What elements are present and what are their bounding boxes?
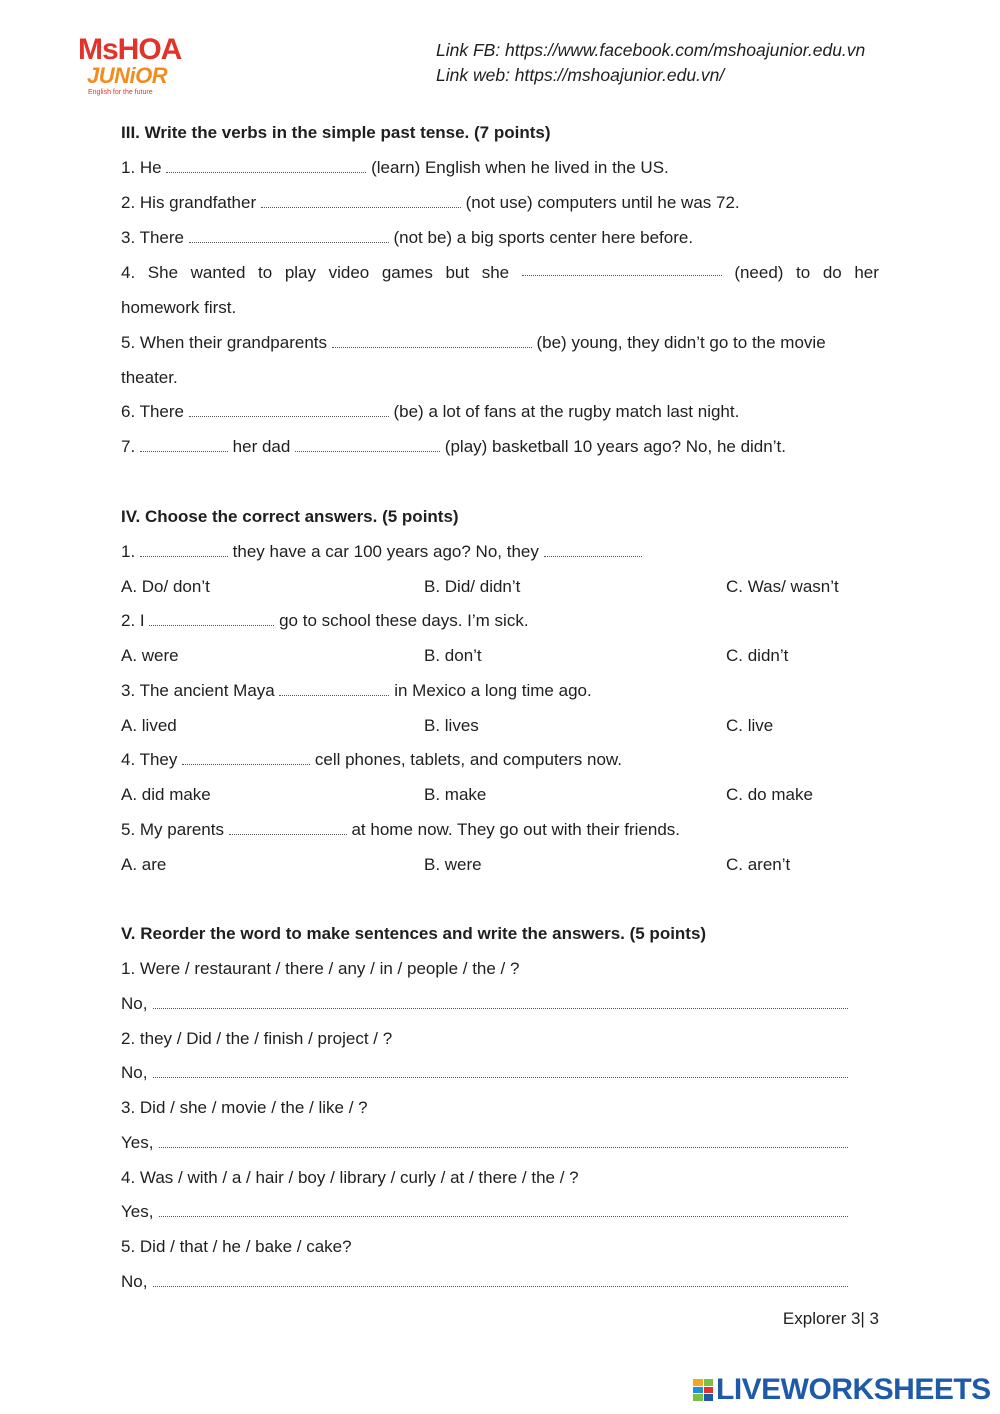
s4-q1-option-c[interactable]: C. Was/ wasn’t (726, 577, 839, 596)
s3-q4-word: video (328, 263, 370, 282)
s4-q1-option-b[interactable]: B. Did/ didn’t (424, 577, 521, 596)
s5-q3-prompt: 3. Did / she / movie / the / like / ? (121, 1098, 368, 1117)
s4-q2-text-b: go to school these days. I’m sick. (279, 611, 529, 630)
s4-question-1 (121, 540, 879, 564)
s3-q1-text-a: 1. He (121, 158, 162, 177)
s4-q1-text-b: they have a car 100 years ago? No, they (232, 542, 539, 561)
s5-q1-prompt: 1. Were / restaurant / there / any / in / people / the / ? (121, 959, 520, 978)
header-links (436, 38, 865, 88)
s3-q4-word: do (822, 263, 842, 282)
s4-q2-option-a[interactable]: A. were (121, 646, 179, 665)
s3-q4-word: wanted (190, 263, 246, 282)
s3-q1-blank[interactable] (166, 158, 366, 173)
s3-q4-word: 4. (121, 263, 136, 282)
s3-question-2 (121, 191, 879, 215)
s4-q3-option-a[interactable]: A. lived (121, 716, 177, 735)
s4-q4-blank[interactable] (182, 750, 310, 765)
s5-q5-prompt: 5. Did / that / he / bake / cake? (121, 1237, 352, 1256)
s3-q6-blank[interactable] (189, 402, 389, 417)
s3-q4-continuation: homework first. (121, 298, 237, 317)
s5-q1-answer-prefix: No, (121, 994, 148, 1013)
section3-title: III. Write the verbs in the simple past tense. (7 points) (121, 123, 551, 142)
s3-question-3 (121, 226, 879, 250)
s3-q4-word: her (854, 263, 879, 282)
liveworksheets-brand (693, 1373, 991, 1407)
section4-title: IV. Choose the correct answers. (5 points) (121, 507, 459, 526)
link-facebook[interactable]: Link FB: https://www.facebook.com/mshoajunior.edu.vn (436, 40, 866, 60)
logo-line1: MsHOA (78, 33, 182, 66)
s3-question-1 (121, 156, 879, 180)
s3-q4-word: play (284, 263, 317, 282)
page-number: Explorer 3| 3 (782, 1309, 879, 1328)
s4-q5-option-a[interactable]: A. are (121, 855, 167, 874)
s5-q2-answer-line (121, 1061, 848, 1085)
s5-q4-answer-line (121, 1200, 848, 1224)
logo-line2: JUNiOR (87, 63, 168, 88)
s4-q2-option-b[interactable]: B. don’t (424, 646, 482, 665)
s3-q2-blank[interactable] (261, 193, 461, 208)
s3-q4-word: but (445, 263, 470, 282)
s4-question-2 (121, 609, 879, 633)
mshoa-junior-logo (78, 34, 198, 98)
s5-q3-answer-blank[interactable] (159, 1133, 848, 1148)
s4-q3-text-b: in Mexico a long time ago. (394, 681, 592, 700)
s5-q4-answer-blank[interactable] (159, 1202, 848, 1217)
s3-question-7 (121, 435, 879, 459)
s4-q2-options (121, 644, 879, 668)
s3-q7-blank-1[interactable] (140, 437, 228, 452)
s3-q7-text-a: 7. (121, 437, 136, 456)
s3-q7-text-b: her dad (232, 437, 291, 456)
s3-q4-blank[interactable] (522, 261, 722, 276)
s3-q4-word: to (258, 263, 273, 282)
link-website[interactable]: Link web: https://mshoajunior.edu.vn/ (436, 65, 725, 85)
s5-q1-answer-line (121, 992, 848, 1016)
s3-q5-text-a: 5. When their grandparents (121, 333, 328, 352)
s4-q5-option-b[interactable]: B. were (424, 855, 482, 874)
s5-q3-answer-prefix: Yes, (121, 1133, 154, 1152)
s4-q4-option-c[interactable]: C. do make (726, 785, 813, 804)
s5-q5-answer-blank[interactable] (153, 1272, 848, 1287)
s3-q2-text-a: 2. His grandfather (121, 193, 257, 212)
s4-q3-options (121, 714, 879, 738)
s5-q4-prompt: 4. Was / with / a / hair / boy / library / curly / at / there / the / ? (121, 1168, 579, 1187)
s4-q2-text-a: 2. I (121, 611, 145, 630)
s4-q5-text-b: at home now. They go out with their friends. (351, 820, 681, 839)
s4-q3-blank[interactable] (279, 681, 389, 696)
s4-q3-text-a: 3. The ancient Maya (121, 681, 275, 700)
s3-q7-blank-2[interactable] (295, 437, 440, 452)
s3-q4-word: games (381, 263, 433, 282)
s3-q5-text-b: (be) young, they didn’t go to the movie (536, 333, 826, 352)
s4-q1-blank-1[interactable] (140, 542, 228, 557)
s5-q3-answer-line (121, 1131, 848, 1155)
s4-q5-option-c[interactable]: C. aren’t (726, 855, 791, 874)
s4-q4-options (121, 783, 879, 807)
s5-q4-answer-prefix: Yes, (121, 1202, 154, 1221)
s4-q1-options (121, 575, 879, 599)
s3-q5-continuation: theater. (121, 368, 178, 387)
s4-q2-option-c[interactable]: C. didn’t (726, 646, 789, 665)
s4-q4-option-a[interactable]: A. did make (121, 785, 211, 804)
s3-q3-blank[interactable] (189, 228, 389, 243)
s5-q2-answer-blank[interactable] (153, 1063, 848, 1078)
liveworksheets-logo-icon (693, 1379, 713, 1401)
s3-question-6 (121, 400, 879, 424)
s4-q3-option-b[interactable]: B. lives (424, 716, 479, 735)
s4-q1-text-a: 1. (121, 542, 136, 561)
s4-question-4 (121, 748, 879, 772)
s4-q4-text-b: cell phones, tablets, and computers now. (314, 750, 622, 769)
s3-question-5 (121, 331, 879, 355)
s4-q1-option-a[interactable]: A. Do/ don’t (121, 577, 210, 596)
s3-q4-word: (need) (734, 263, 784, 282)
s4-q5-text-a: 5. My parents (121, 820, 224, 839)
s4-q1-blank-2[interactable] (544, 542, 642, 557)
s5-q5-answer-line (121, 1270, 848, 1294)
s3-q3-text-b: (not be) a big sports center here before. (393, 228, 694, 247)
s3-q5-blank[interactable] (332, 333, 532, 348)
s3-q1-text-b: (learn) English when he lived in the US. (371, 158, 669, 177)
liveworksheets-wordmark: LIVEWORKSHEETS (716, 1373, 991, 1406)
s4-question-5 (121, 818, 879, 842)
s3-q4-word: She (147, 263, 179, 282)
s3-q2-text-b: (not use) computers until he was 72. (465, 193, 740, 212)
s3-q7-text-c: (play) basketball 10 years ago? No, he didn’t. (444, 437, 786, 456)
s3-q6-text-a: 6. There (121, 402, 185, 421)
s3-q4-word: to (796, 263, 811, 282)
s4-q4-text-a: 4. They (121, 750, 178, 769)
s3-question-4 (121, 261, 879, 285)
s3-q4-word: she (481, 263, 510, 282)
s5-q1-answer-blank[interactable] (153, 994, 848, 1009)
logo-tagline: English for the future (88, 89, 153, 96)
s5-q2-answer-prefix: No, (121, 1063, 148, 1082)
s4-q3-option-c[interactable]: C. live (726, 716, 774, 735)
s4-q4-option-b[interactable]: B. make (424, 785, 487, 804)
s4-question-3 (121, 679, 879, 703)
s4-q2-blank[interactable] (149, 611, 274, 626)
section5-title: V. Reorder the word to make sentences and write the answers. (5 points) (121, 924, 707, 943)
s4-q5-blank[interactable] (229, 820, 347, 835)
s3-q3-text-a: 3. There (121, 228, 185, 247)
s5-q2-prompt: 2. they / Did / the / finish / project / ? (121, 1029, 393, 1048)
s5-q5-answer-prefix: No, (121, 1272, 148, 1291)
s3-q6-text-b: (be) a lot of fans at the rugby match last night. (393, 402, 740, 421)
s4-q5-options (121, 853, 879, 877)
